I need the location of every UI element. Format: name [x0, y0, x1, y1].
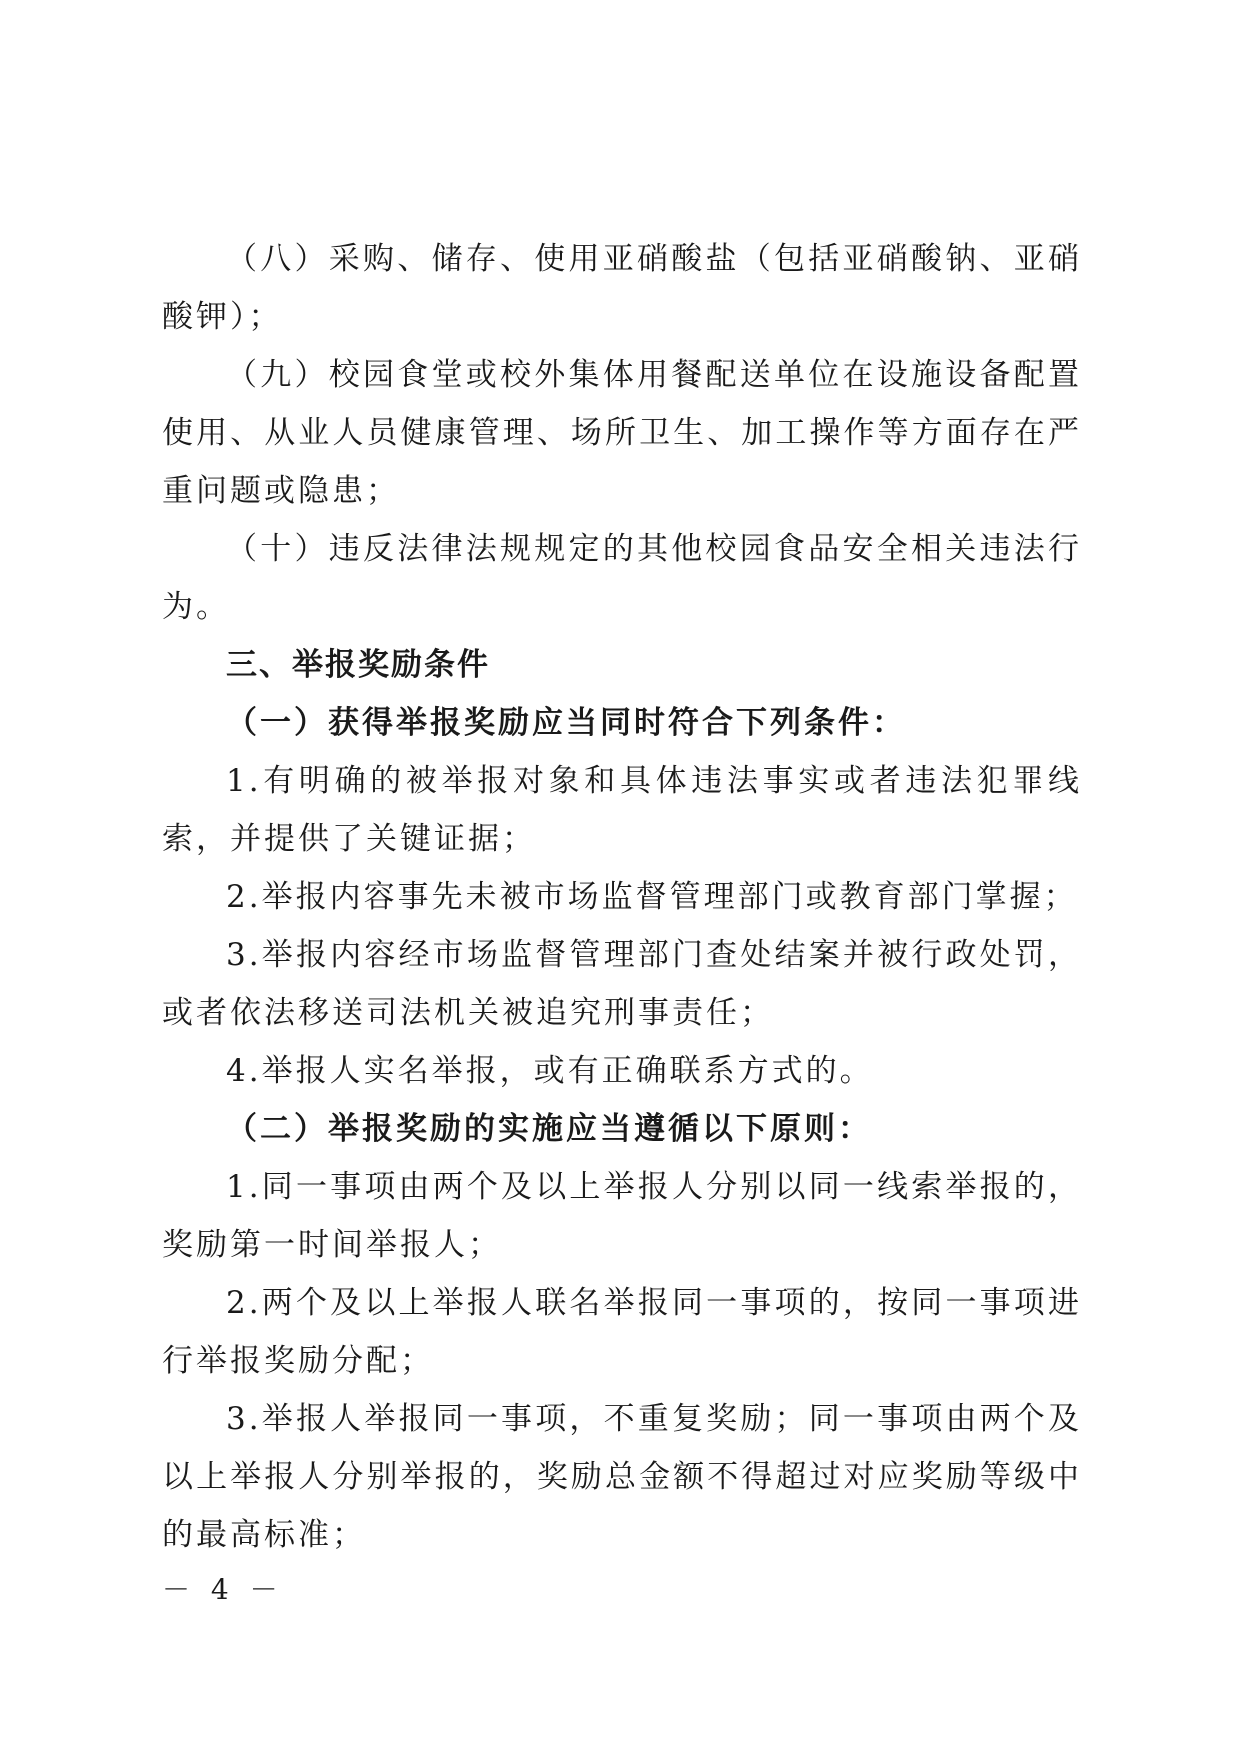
principle-item-1: 1.同一事项由两个及以上举报人分别以同一线索举报的，奖励第一时间举报人； [162, 1169, 1082, 1263]
paragraph-item-10: （十）违反法律法规规定的其他校园食品安全相关违法行为。 [162, 531, 1082, 625]
principle-item-2: 2.两个及以上举报人联名举报同一事项的，按同一事项进行举报奖励分配； [162, 1285, 1082, 1379]
subsection-heading-2: （二）举报奖励的实施应当遵循以下原则： [226, 1111, 872, 1147]
condition-item-2: 2.举报内容事先未被市场监督管理部门或教育部门掌握； [226, 879, 1078, 915]
subsection-heading-1: （一）获得举报奖励应当同时符合下列条件： [226, 705, 906, 741]
document-body [162, 230, 1082, 1564]
condition-item-1: 1.有明确的被举报对象和具体违法事实或者违法犯罪线索，并提供了关键证据； [162, 763, 1082, 857]
condition-item-3: 3.举报内容经市场监督管理部门查处结案并被行政处罚，或者依法移送司法机关被追究刑事责任； [162, 937, 1082, 1031]
paragraph-item-8: （八）采购、储存、使用亚硝酸盐（包括亚硝酸钠、亚硝酸钾）； [162, 241, 1082, 335]
paragraph-item-9: （九）校园食堂或校外集体用餐配送单位在设施设备配置使用、从业人员健康管理、场所卫生、加工操作等方面存在严重问题或隐患； [162, 357, 1082, 509]
section-heading-3: 三、举报奖励条件 [226, 647, 490, 683]
condition-item-4: 4.举报人实名举报，或有正确联系方式的。 [226, 1053, 874, 1089]
page-number: － 4 － [162, 1573, 284, 1606]
principle-item-3: 3.举报人举报同一事项，不重复奖励；同一事项由两个及以上举报人分别举报的，奖励总金额不得超过对应奖励等级中的最高标准； [162, 1401, 1082, 1553]
